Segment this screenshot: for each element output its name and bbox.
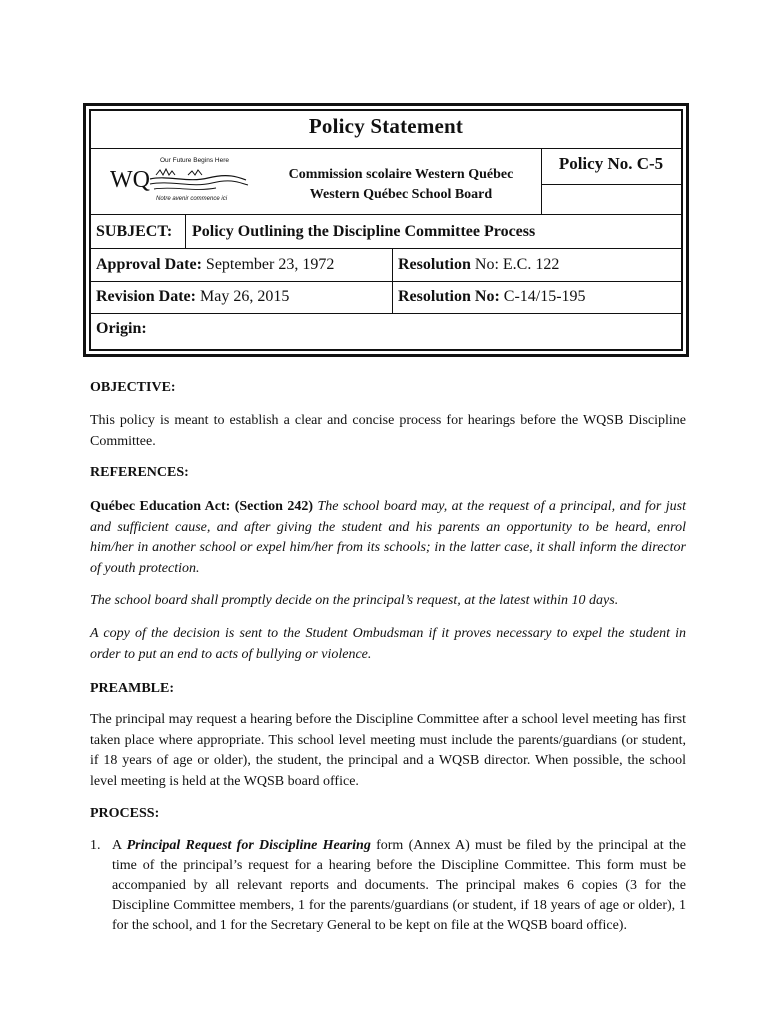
header-rule bbox=[91, 313, 681, 314]
revision-label: Revision Date: bbox=[96, 288, 196, 305]
header-rule bbox=[91, 248, 681, 249]
reference-education-act bbox=[90, 497, 686, 579]
resolution-second-value: C-14/15-195 bbox=[503, 288, 586, 305]
wqsb-logo bbox=[108, 153, 258, 205]
resolution-second bbox=[398, 288, 586, 306]
annex-a-form-name: Principal Request for Discipline Hearing bbox=[126, 838, 371, 853]
revision-value: May 26, 2015 bbox=[199, 288, 290, 305]
policy-number: Policy No. C-5 bbox=[558, 154, 664, 173]
policy-no-rule bbox=[541, 184, 681, 185]
header-divider bbox=[185, 214, 186, 248]
subject-value: Policy Outlining the Discipline Committee Process bbox=[192, 223, 536, 240]
list-item-text-pre: A bbox=[112, 838, 127, 853]
header-rule bbox=[91, 148, 681, 149]
process-heading: PROCESS: bbox=[90, 806, 160, 821]
logo-letters: WQ bbox=[110, 167, 150, 193]
resolution-first-value: No: E.C. 122 bbox=[474, 256, 560, 273]
approval-date bbox=[96, 256, 334, 274]
references-heading: REFERENCES: bbox=[90, 465, 189, 480]
header-divider bbox=[392, 248, 393, 313]
approval-value: September 23, 1972 bbox=[205, 256, 335, 273]
header-rule bbox=[91, 281, 681, 282]
preamble-heading: PREAMBLE: bbox=[90, 681, 174, 696]
reference-ombudsman-text: A copy of the decision is sent to the Student Ombudsman if it proves necessary to expel the student in order to put an end to acts of bullying or violence. bbox=[90, 626, 686, 662]
resolution-first-label: Resolution bbox=[398, 256, 471, 273]
list-item-text-post: form (Annex A) must be filed by the principal at the time of the principal’s request for a hearing before the Discipline Committee. This form must be accompanied by all relevant reports and documents. The principal makes 6 copies (3 for the Discipline Committee members, 1 for the parents/guardians (or student, if 18 years of age or older), 1 for the school, and 1 for the Secretary General to be kept on file at the WQSB board office). bbox=[112, 838, 686, 933]
reference-deadline-text: The school board shall promptly decide on the principal’s request, at the latest within 10 days. bbox=[90, 593, 619, 608]
reference-education-act-lead: Québec Education Act: (Section 242) bbox=[90, 499, 314, 514]
reference-education-act-text: The school board may, at the request of a principal, and for just and sufficient cause, and after giving the student and his parents an opportunity to be heard, enrol him/her in another school or expel him/her from its schools; in the latter case, it shall inform the director of youth protection. bbox=[90, 499, 686, 576]
board-name-fr: Commission scolaire Western Québec bbox=[288, 167, 514, 182]
list-item-body bbox=[112, 836, 686, 936]
resolution-second-label: Resolution No: bbox=[398, 288, 500, 305]
objective-text: This policy is meant to establish a clear and concise process for hearings before the WQSB Discipline Committee. bbox=[90, 413, 686, 449]
board-name-en: Western Québec School Board bbox=[309, 187, 493, 202]
resolution-first bbox=[398, 256, 559, 274]
policy-statement-title: Policy Statement bbox=[308, 114, 464, 138]
origin-label: Origin: bbox=[96, 320, 147, 337]
revision-date bbox=[96, 288, 289, 306]
subject-label: SUBJECT: bbox=[96, 223, 173, 240]
logo-tagline-top: Our Future Begins Here bbox=[160, 157, 230, 164]
board-names bbox=[260, 165, 542, 205]
preamble-text: The principal may request a hearing before the Discipline Committee after a school level meeting has first taken place where appropriate. This school level meeting must include the parents/guardians (or student, if 18 years of age or older), the student, the principal and a WQSB director. When possible, the school level meeting is held at the WQSB board office. bbox=[90, 712, 686, 789]
list-item-number: 1. bbox=[90, 838, 101, 853]
approval-label: Approval Date: bbox=[96, 256, 202, 273]
header-rule bbox=[91, 214, 681, 215]
objective-heading: OBJECTIVE: bbox=[90, 380, 176, 395]
logo-tagline-bottom: Notre avenir commence ici bbox=[156, 196, 228, 202]
